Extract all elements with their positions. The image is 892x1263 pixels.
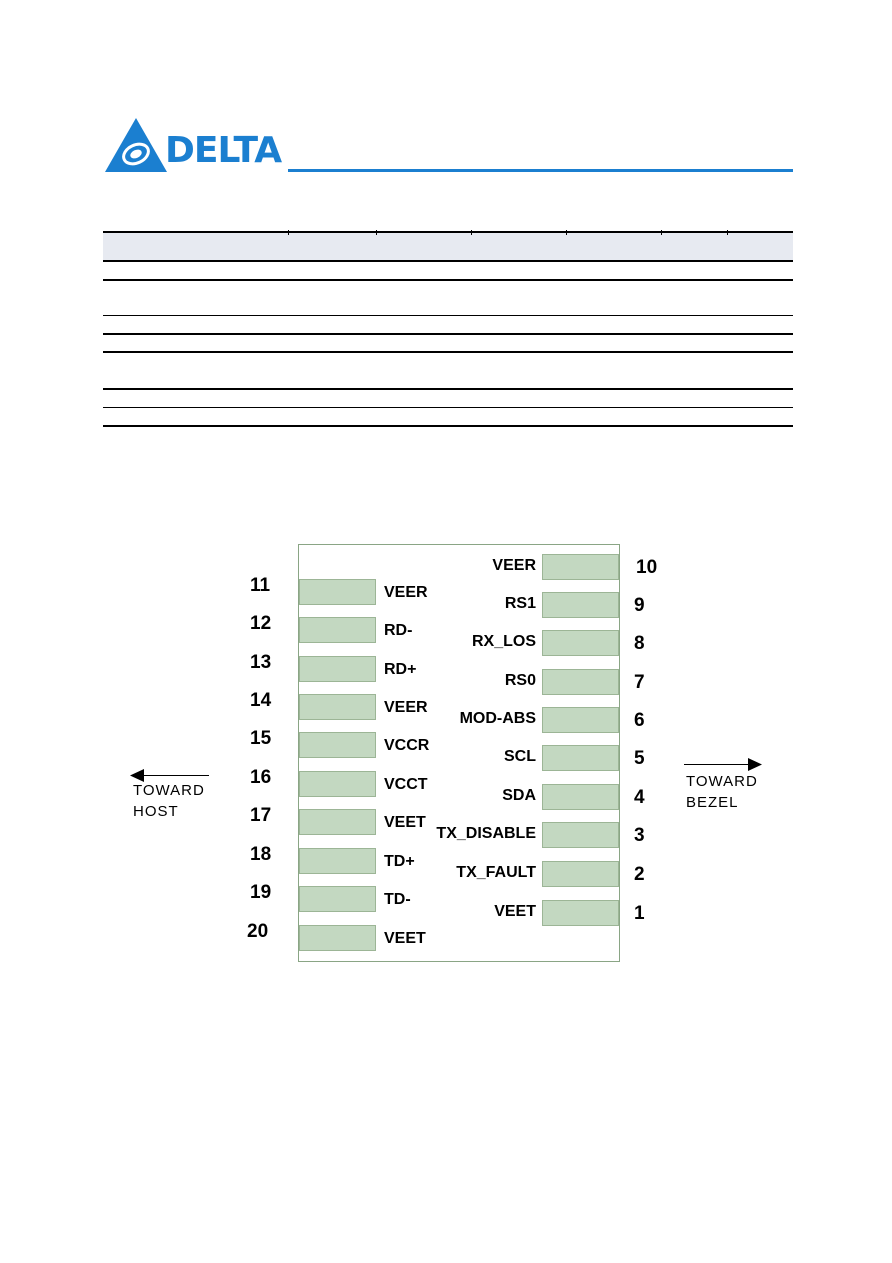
pin-signal-label: RX_LOS: [471, 633, 536, 650]
pin-signal-label: VEET: [384, 930, 426, 947]
toward-bezel-label: [686, 771, 758, 813]
pin-pad: [299, 732, 376, 758]
pin-signal-label: RS1: [504, 595, 536, 612]
pin-pad: [299, 925, 376, 951]
table-tick: [661, 230, 662, 235]
table-line: [103, 351, 793, 353]
pin-signal-label: VEER: [384, 699, 428, 716]
table-header-row: [103, 232, 793, 260]
toward-bezel-line2: BEZEL: [686, 794, 739, 811]
pin-signal-label: VCCT: [384, 776, 428, 793]
pin-signal-label: TX_FAULT: [456, 864, 536, 881]
table-line: [103, 407, 793, 408]
pin-pad: [542, 784, 619, 810]
pin-number: 8: [634, 633, 645, 654]
arrow-line: [140, 775, 209, 776]
pin-number: 16: [250, 767, 272, 788]
pin-pad: [542, 900, 619, 926]
pin-signal-label: RD-: [384, 622, 413, 639]
table-tick: [288, 230, 289, 235]
table-tick: [376, 230, 377, 235]
pin-pad: [542, 630, 619, 656]
pin-pad: [542, 669, 619, 695]
pin-signal-label: VEET: [494, 903, 536, 920]
pin-number: 6: [634, 710, 645, 731]
pin-pad: [299, 886, 376, 912]
toward-host-line2: HOST: [133, 803, 179, 820]
pin-number: 20: [247, 921, 269, 942]
table-tick: [471, 230, 472, 235]
pin-number: 3: [634, 825, 645, 846]
pin-signal-label: TD-: [384, 891, 411, 908]
pin-signal-label: VCCR: [384, 737, 430, 754]
pin-number: 15: [250, 728, 272, 749]
pin-number: 18: [250, 844, 272, 865]
pin-signal-label: RD+: [384, 661, 417, 678]
pin-pad: [542, 592, 619, 618]
pin-pad: [542, 861, 619, 887]
pin-number: 13: [250, 652, 272, 673]
arrow-line: [684, 764, 750, 765]
pin-number: 10: [636, 557, 658, 578]
header-rule: [288, 169, 793, 172]
pin-number: 12: [250, 613, 272, 634]
pin-number: 7: [634, 672, 645, 693]
pin-number: 14: [250, 690, 272, 711]
pin-number: 11: [250, 575, 271, 596]
pin-pad: [542, 745, 619, 771]
pin-signal-label: VEET: [384, 814, 426, 831]
pin-pad: [299, 656, 376, 682]
table-line: [103, 425, 793, 427]
pin-pad: [299, 771, 376, 797]
pin-pad: [299, 579, 376, 605]
table-line: [103, 279, 793, 281]
pin-number: 4: [634, 787, 645, 808]
pin-pad: [299, 809, 376, 835]
arrow-right-icon: [748, 758, 762, 771]
pin-signal-label: VEER: [492, 557, 536, 574]
pin-signal-label: VEER: [384, 584, 428, 601]
pin-signal-label: TD+: [384, 853, 415, 870]
pin-pad: [299, 617, 376, 643]
pin-pad: [542, 822, 619, 848]
pin-number: 1: [634, 903, 645, 924]
pin-signal-label: SCL: [504, 748, 536, 765]
pin-pad: [542, 554, 619, 580]
pin-number: 5: [634, 748, 645, 769]
brand-wordmark: DELTA: [165, 130, 282, 171]
pin-signal-label: TX_DISABLE: [436, 825, 536, 842]
table-line: [103, 231, 793, 233]
pin-signal-label: RS0: [504, 672, 536, 689]
table-tick: [727, 230, 728, 235]
pin-number: 2: [634, 864, 645, 885]
pin-number: 9: [634, 595, 645, 616]
pin-pad: [542, 707, 619, 733]
table-line: [103, 260, 793, 262]
pin-number: 19: [250, 882, 272, 903]
toward-bezel-line1: TOWARD: [686, 773, 758, 790]
pin-signal-label: MOD-ABS: [459, 710, 536, 727]
pin-pad: [299, 694, 376, 720]
pin-signal-label: SDA: [502, 787, 536, 804]
pin-number: 17: [250, 805, 272, 826]
table-line: [103, 388, 793, 390]
table-tick: [566, 230, 567, 235]
toward-host-line1: TOWARD: [133, 782, 205, 799]
table-line: [103, 333, 793, 335]
table-line: [103, 315, 793, 316]
pin-pad: [299, 848, 376, 874]
toward-host-label: [133, 780, 205, 822]
